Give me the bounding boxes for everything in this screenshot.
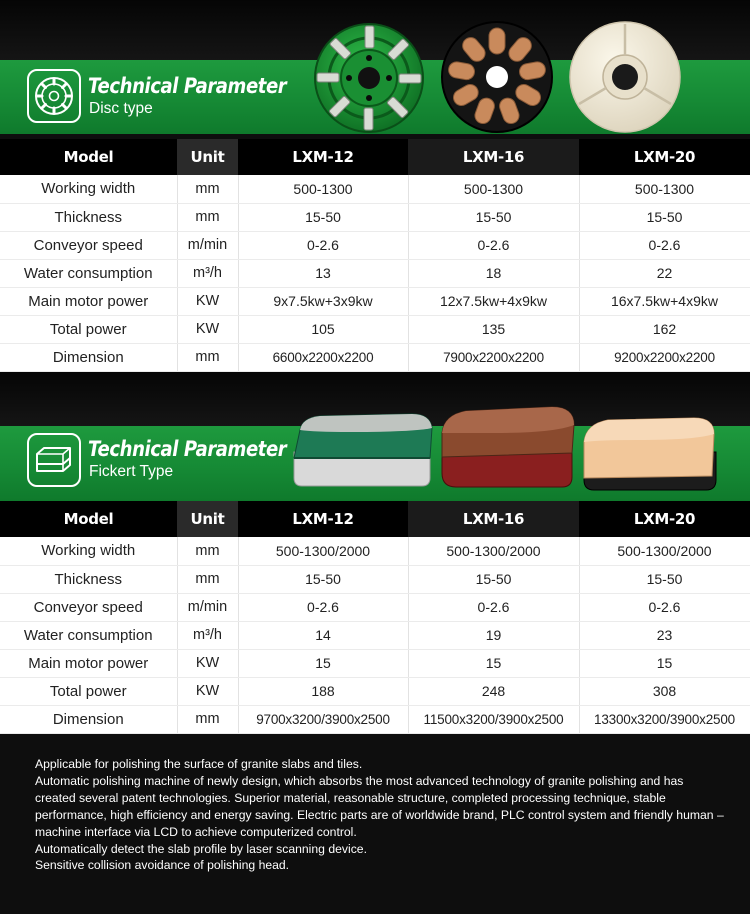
table-row	[0, 315, 750, 343]
lxm-16-value: 18	[408, 259, 579, 287]
lxm-20-value: 15-50	[579, 565, 750, 593]
fickert-section-subtitle: Fickert Type	[89, 463, 174, 480]
parameter-name: Thickness	[0, 565, 177, 593]
lxm-20-value: 0-2.6	[579, 231, 750, 259]
parameter-unit: m³/h	[177, 621, 238, 649]
lxm-20-value: 13300x3200/3900x2500	[579, 705, 750, 733]
table-row	[0, 649, 750, 677]
magnesite-fickert-image	[578, 412, 722, 494]
table-row	[0, 677, 750, 705]
table-row	[0, 621, 750, 649]
lxm-16-column-header: LXM-16	[408, 501, 579, 537]
lxm-20-value: 308	[579, 677, 750, 705]
description-line: Automatic polishing machine of newly design, which absorbs the most advanced technology of granite polishing and has created several patent technologies. Superior material, reasonable structure, completed processing technique, stable performance, high efficiency and energy saving. Electric parts are of worldwide brand, PLC control system and friendly human – machine interface via LCD to achieve computerized control.	[35, 773, 724, 839]
lxm-12-value: 6600x2200x2200	[238, 343, 408, 371]
grinding-disc-icon	[32, 74, 76, 118]
lxm-20-value: 500-1300/2000	[579, 537, 750, 565]
table-row	[0, 175, 750, 203]
table-row	[0, 203, 750, 231]
diamond-fickert-image	[290, 408, 440, 494]
lxm-16-value: 0-2.6	[408, 231, 579, 259]
lxm-20-value: 500-1300	[579, 175, 750, 203]
resin-pad-disc-image	[440, 20, 554, 134]
table-row	[0, 537, 750, 565]
polishing-wheel-image	[568, 20, 682, 134]
table-row	[0, 343, 750, 371]
lxm-12-value: 15-50	[238, 565, 408, 593]
parameter-name: Working width	[0, 175, 177, 203]
lxm-16-value: 15-50	[408, 565, 579, 593]
model-column-header: Model	[0, 501, 177, 537]
parameter-unit: mm	[177, 705, 238, 733]
parameter-unit: m³/h	[177, 259, 238, 287]
parameter-name: Dimension	[0, 343, 177, 371]
lxm-20-value: 162	[579, 315, 750, 343]
lxm-12-column-header: LXM-12	[238, 501, 408, 537]
disc-table-header-row	[0, 139, 750, 175]
lxm-20-value: 22	[579, 259, 750, 287]
unit-column-header: Unit	[177, 501, 238, 537]
resin-fickert-image	[434, 403, 580, 495]
lxm-12-value: 500-1300	[238, 175, 408, 203]
lxm-12-value: 15	[238, 649, 408, 677]
fickert-section-title: Technical Parameter	[88, 437, 287, 461]
lxm-20-column-header: LXM-20	[579, 139, 750, 175]
parameter-name: Total power	[0, 315, 177, 343]
parameter-name: Main motor power	[0, 287, 177, 315]
parameter-name: Main motor power	[0, 649, 177, 677]
lxm-20-value: 16x7.5kw+4x9kw	[579, 287, 750, 315]
description-line: Automatically detect the slab profile by laser scanning device.	[35, 841, 367, 856]
lxm-16-value: 0-2.6	[408, 593, 579, 621]
lxm-20-value: 9200x2200x2200	[579, 343, 750, 371]
lxm-12-value: 14	[238, 621, 408, 649]
parameter-name: Thickness	[0, 203, 177, 231]
lxm-16-value: 500-1300/2000	[408, 537, 579, 565]
model-column-header: Model	[0, 139, 177, 175]
lxm-16-value: 7900x2200x2200	[408, 343, 579, 371]
disc-section-subtitle: Disc type	[89, 100, 153, 117]
lxm-16-value: 15-50	[408, 203, 579, 231]
lxm-20-value: 15	[579, 649, 750, 677]
parameter-unit: mm	[177, 537, 238, 565]
diamond-grinding-disc-image	[313, 22, 425, 134]
table-row	[0, 231, 750, 259]
lxm-12-value: 0-2.6	[238, 593, 408, 621]
lxm-12-value: 15-50	[238, 203, 408, 231]
lxm-12-column-header: LXM-12	[238, 139, 408, 175]
lxm-16-value: 135	[408, 315, 579, 343]
parameter-unit: KW	[177, 287, 238, 315]
lxm-16-value: 248	[408, 677, 579, 705]
fickert-brick-icon	[32, 440, 76, 480]
parameter-name: Working width	[0, 537, 177, 565]
parameter-name: Total power	[0, 677, 177, 705]
parameter-name: Water consumption	[0, 621, 177, 649]
lxm-20-value: 15-50	[579, 203, 750, 231]
lxm-20-value: 23	[579, 621, 750, 649]
table-row	[0, 705, 750, 733]
table-row	[0, 287, 750, 315]
disc-type-badge	[27, 69, 81, 123]
lxm-16-value: 12x7.5kw+4x9kw	[408, 287, 579, 315]
lxm-12-value: 9x7.5kw+3x9kw	[238, 287, 408, 315]
lxm-16-column-header: LXM-16	[408, 139, 579, 175]
product-description	[35, 756, 725, 874]
lxm-12-value: 0-2.6	[238, 231, 408, 259]
parameter-name: Water consumption	[0, 259, 177, 287]
parameter-name: Dimension	[0, 705, 177, 733]
fickert-table-header-row	[0, 501, 750, 537]
table-row	[0, 593, 750, 621]
parameter-unit: m/min	[177, 593, 238, 621]
lxm-16-value: 19	[408, 621, 579, 649]
parameter-unit: KW	[177, 677, 238, 705]
disc-section-title: Technical Parameter	[88, 74, 287, 98]
parameter-unit: mm	[177, 203, 238, 231]
parameter-unit: mm	[177, 175, 238, 203]
parameter-unit: m/min	[177, 231, 238, 259]
parameter-unit: KW	[177, 315, 238, 343]
parameter-unit: KW	[177, 649, 238, 677]
parameter-unit: mm	[177, 565, 238, 593]
description-line: Applicable for polishing the surface of granite slabs and tiles.	[35, 757, 363, 771]
lxm-12-value: 105	[238, 315, 408, 343]
disc-spec-table	[0, 139, 750, 372]
lxm-20-value: 0-2.6	[579, 593, 750, 621]
fickert-spec-table	[0, 501, 750, 734]
lxm-12-value: 188	[238, 677, 408, 705]
parameter-unit: mm	[177, 343, 238, 371]
lxm-16-value: 500-1300	[408, 175, 579, 203]
lxm-12-value: 500-1300/2000	[238, 537, 408, 565]
description-line: Sensitive collision avoidance of polishing head.	[35, 858, 290, 873]
lxm-16-value: 11500x3200/3900x2500	[408, 705, 579, 733]
unit-column-header: Unit	[177, 139, 238, 175]
table-row	[0, 565, 750, 593]
lxm-12-value: 9700x3200/3900x2500	[238, 705, 408, 733]
lxm-12-value: 13	[238, 259, 408, 287]
table-row	[0, 259, 750, 287]
parameter-name: Conveyor speed	[0, 231, 177, 259]
fickert-type-badge	[27, 433, 81, 487]
lxm-20-column-header: LXM-20	[579, 501, 750, 537]
lxm-16-value: 15	[408, 649, 579, 677]
parameter-name: Conveyor speed	[0, 593, 177, 621]
